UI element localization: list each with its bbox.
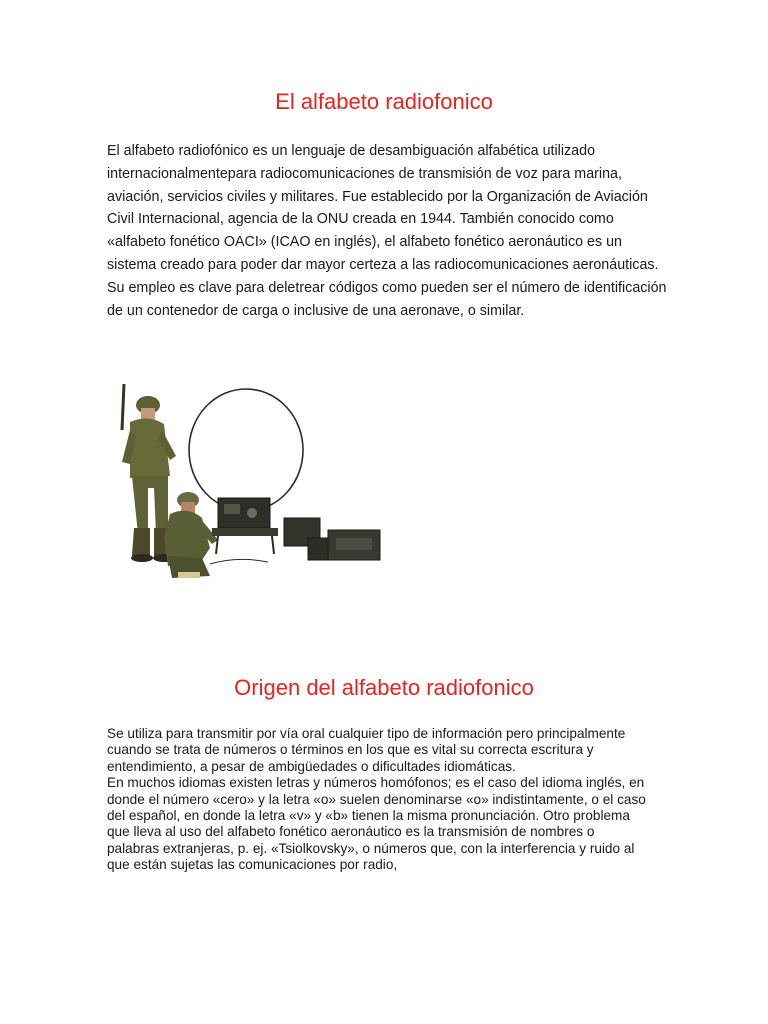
paragraph: Su empleo es clave para deletrear códigos como pueden ser el número de identificación de un contenedor de carga o inclusive de una aeronave, o similar.: [107, 279, 667, 319]
section-title: Origen del alfabeto radiofonico: [234, 675, 534, 700]
section-body: [107, 140, 667, 322]
section-title: El alfabeto radiofonico: [275, 89, 493, 114]
soldiers-radio-illustration: [118, 378, 394, 586]
paragraph: Se utiliza para transmitir por vía oral cualquier tipo de información pero principalmente cuando se trata de números o términos en los que es vital su correcta escritura y entendimiento, a pesar de ambigüedades o dificultades idiomáticas.: [107, 726, 626, 774]
illustration-svg: [118, 378, 394, 586]
section-body: [107, 726, 647, 874]
paragraph: En muchos idiomas existen letras y números homófonos; es el caso del idioma inglés, en donde el número «cero» y la letra «o» suelen denominarse «o» indistintamente, o el caso del español, en donde la letra «v» y «b» tienen la misma pronunciación. Otro problema que lleva al uso del alfabeto fonético aeronáutico es la transmisión de nombres o palabras extranjeras, p. ej. «Tsiolkovsky», o números que, con la interferencia y ruido al que están sujetas las comunicaciones por radio,: [107, 775, 646, 873]
paragraph: El alfabeto radiofónico es un lenguaje de desambiguación alfabética utilizado internacionalmentepara radiocomunicaciones de transmisión de voz para marina, aviación, servicios civiles y militares. Fue establecido por la Organización de Aviación Civil Internacional, agencia de la ONU creada en 1944. También conocido como «alfabeto fonético OACI» (ICAO en inglés), el alfabeto fonético aeronáutico es un sistema creado para poder dar mayor certeza a las radiocomunicaciones aeronáuticas.: [107, 143, 659, 273]
